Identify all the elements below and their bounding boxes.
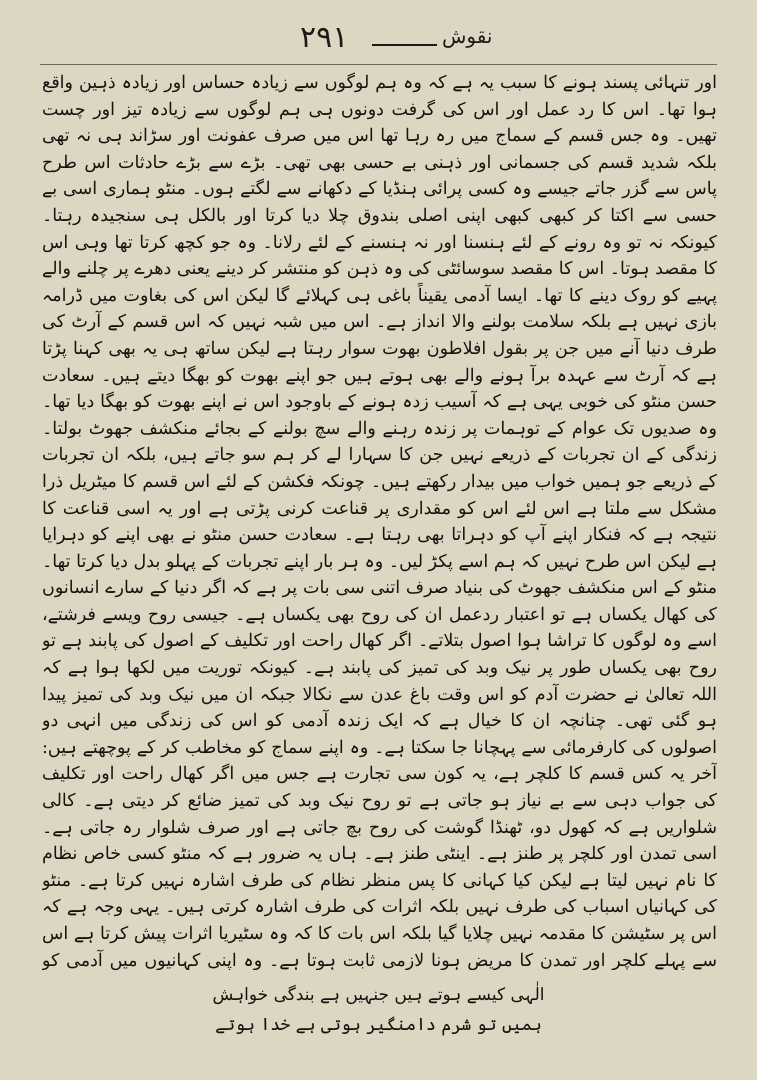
- header-rule: [372, 44, 437, 46]
- header-divider: [40, 64, 717, 65]
- page-number: ۲۹۱: [300, 20, 349, 55]
- verse-couplet: [0, 980, 757, 1040]
- body-paragraph: اور تنہائی پسند ہونے کا سبب یہ ہے کہ وہ ہم لوگوں سے زیادہ حساس اور زیادہ ذہین واقع ہوا تھا۔ اس کا رد عمل اور اس کی گرفت دونوں ہی ہم لوگوں سے زیادہ تیز اور چست تھیں۔ وہ جس قسم کے سماج میں رہ رہا تھا اس میں صرف عفونت اور سڑاند ہی نہ تھی بلکہ شدید قسم کی جسمانی اور ذہنی بے حسی بھی تھی۔ بڑے سے بڑے حادثات اس طرح پاس سے گزر جاتے جیسے وہ کسی پرائی ہنڈیا کے دکھانے سے لگتے ہوں۔ منٹو ہماری اسی بے حسی سے اکتا کر کبھی کبھی اپنی اصلی بندوق چلا دیا کرتا اور بالکل ہی سنجیدہ رہتا۔ کیونکہ نہ تو وہ رونے کے لئے ہنسنا اور نہ ہنسنے کے لئے رلانا۔ وہ جو کچھ کرتا تھا وہی اس کا مقصد ہوتا۔ اس کا مقصد سوسائٹی کی وہ ذہن کو منتشر کر دینے یعنی دھرے پر چلنے والے پہیے کو روک دینے کا تھا۔ ایسا آدمی یقیناً باغی ہی کہلائے گا لیکن اس کی بغاوت میں ڈرامہ بازی نہیں ہے بلکہ سلامت بولنے والا انداز ہے۔ اس میں شبہ نہیں کہ اس قسم کے آرٹ کی طرف دنیا آنے میں جن پر بقول افلاطون بھوت سوار رہتا ہے لیکن ساتھ ہی یہ بھی کہنا پڑتا ہے کہ آرٹ سے عہدہ برآ ہونے والے بھی ہوتے ہیں جو اپنے بھوت کو بھگا دیتے ہیں۔ سعادت حسن منٹو کی خوبی یہی ہے کہ آسیب زدہ ہونے کے باوجود اس نے اپنے بھوت کو بھگا دیا تھا۔ وہ صدیوں تک عوام کے توہمات پر زندہ رہنے والے سچ بولنے کے بجائے منکشف جھوٹ بولتا۔ زندگی کے ان تجربات کے ذریعے نہیں جن کا سہارا لے کر ہم سو جاتے ہیں، بلکہ ان تجربات کے ذریعے جو ہمیں خواب میں بیدار رکھتے ہیں۔ چونکہ فکشن کے لئے اس قسم کا میٹریل ذرا مشکل سے ملتا ہے اس لئے اس کو مقداری پر قناعت کرنی پڑتی ہے اور یہ اسی قناعت کا نتیجہ ہے کہ فنکار اپنے آپ کو دہراتا بھی رہتا ہے۔ سعادت حسن منٹو نے بھی اپنے کو دہرایا ہے لیکن اس طرح نہیں کہ ہم اسے پکڑ لیں۔ وہ ہر بار اپنے تجربات کے پہلو بدل دیا کرتا تھا۔ منٹو کے اس منکشف جھوٹ کی بنیاد صرف اتنی سی بات پر ہے کہ اگر دنیا کے سارے انسانوں کی کھال یکساں ہے تو اعتبار ردعمل ان کی روح بھی یکساں ہے۔ جیسی روح ویسے فرشتے، اسے وہ لوگوں کا تراشا ہوا اصول بتلاتے۔ اگر کھال راحت اور تکلیف کے اصول کی پابند ہے تو روح بھی یکساں طور پر نیک وبد کی تمیز کی پابند ہے۔ کیونکہ توریت میں لکھا ہوا ہے کہ اللہ تعالیٰ نے حضرت آدم کو اس وقت باغ عدن سے نکالا جبکہ ان میں نیک وبد کی تمیز پیدا ہو گئی تھی۔ چنانچہ ان کا خیال ہے کہ ایک زندہ آدمی کو اس کی زندگی میں انہی دو اصولوں کی کارفرمائی سے پہچانا جا سکتا ہے۔ وہ اپنے سماج کو مخاطب کر کے پوچھتے ہیں: آخر یہ کس قسم کا کلچر ہے، یہ کون سی تجارت ہے جس میں اگر کھال راحت اور تکلیف کی جواب دہی سے بے نیاز ہو جاتی ہے تو روح نیک وبد کی تمیز ضائع کر دیتی ہے۔ کالی شلواریں ہے کہ کھول دو، ٹھنڈا گوشت کی روح بچ جاتی ہے اور صرف شلوار رہ جاتی ہے۔ اسی تمدن اور کلچر پر طنز ہے۔ اینٹی طنز ہے۔ ہاں یہ ضرور ہے کہ منٹو کسی خاص نظام کا نام نہیں لیتا ہے لیکن کیا کہانی کا پس منظر نظام کی طرف اشارہ نہیں کرتا ہے۔ منٹو کی کہانیاں اسباب کی طرف نہیں بلکہ اثرات کی طرف اشارہ کرتی ہیں۔ یہی وجہ ہے کہ اس پر سٹیشن کا مقدمہ نہیں چلایا گیا بلکہ اس بات کا کہ وہ سٹیریا اثرات پیش کرتا ہے اس سے پہلے کلچر اور تمدن کا مریض ہونا لازمی ثابت ہوتا ہے۔ وہ اپنی کہانیوں میں آدمی کو: [42, 73, 717, 970]
- verse-line-1: الٰہی کیسے ہوتے ہیں جنہیں ہے بندگی خواہش: [212, 985, 545, 1005]
- body-text: [42, 70, 717, 970]
- verse-line-2: ہمیں تو شرم دامنگیر ہوتی ہے خدا ہوتے: [215, 1015, 542, 1035]
- journal-name: نقوش: [442, 24, 493, 48]
- page-header: [0, 18, 757, 58]
